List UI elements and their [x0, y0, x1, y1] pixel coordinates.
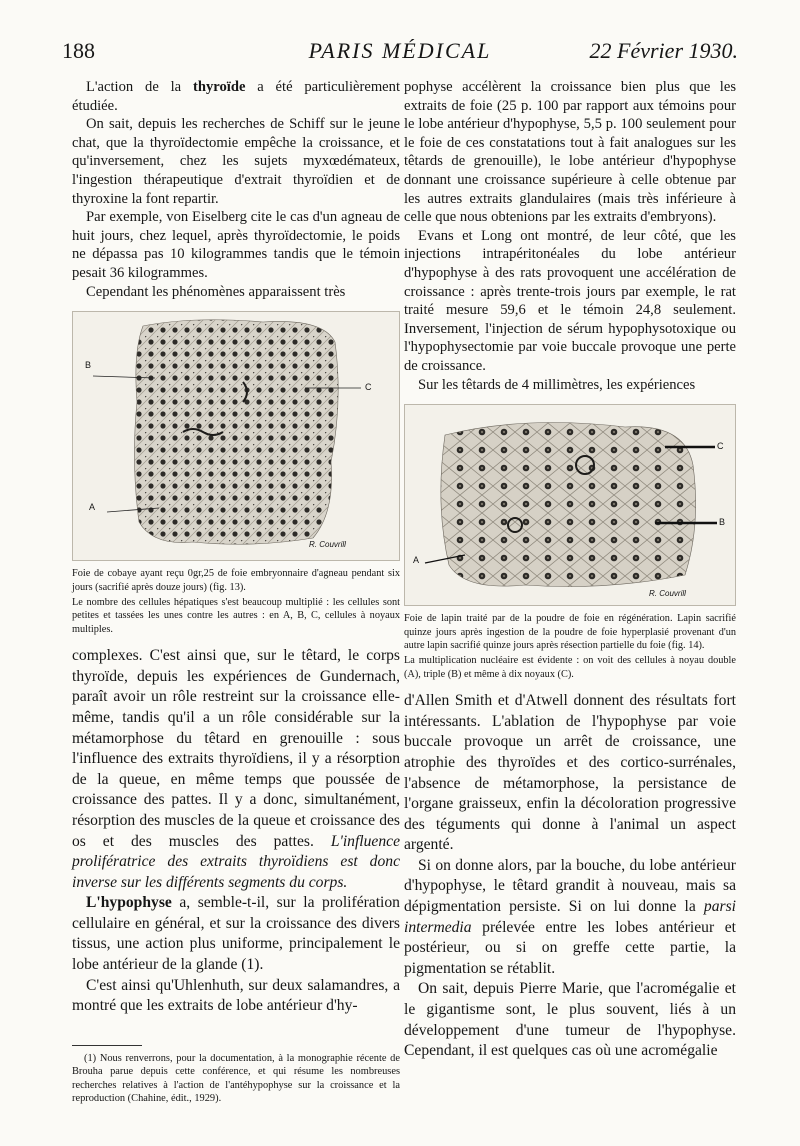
guinea-pig-liver-micrograph: [73, 312, 399, 560]
left-paragraph-2: On sait, depuis les recherches de Schiff sur le jeune chat, que la thyroïdectomie empêche la croissance, et qu'inversement, chez les sujets myxœdémateux, l'ingestion thérapeutique d'extrait thyroïdien et de thyroxine la font repartir.: [72, 116, 400, 207]
figure-13-label-a: A: [89, 502, 96, 513]
figure-14-label-a: A: [413, 555, 420, 566]
page-number: 188: [62, 38, 95, 63]
right-paragraph-4: d'Allen Smith et d'Atwell donnent des résultats fort intéressants. L'ablation de l'hypophyse par voie buccale provoque un arrêt de croissance, une atrophie des thyroïdes et des cortico-surrénales, l'absence de métamorphose, la persistance de l'organe graisseux, enfin la décoloration progressive des téguments qui donne à l'animal un aspect argenté.: [404, 692, 736, 854]
right-paragraph-5: Si on donne alors, par la bouche, du lobe antérieur d'hypophyse, le têtard grandit à nouveau, mais sa dépigmentation persiste. Si on lui donne la parsi intermedia prélevée entre les lobes antérieur et postérieur, ou si on greffe cette partie, la pigmentation se rétablit.: [404, 856, 736, 977]
figure-14-image: [404, 404, 736, 606]
left-paragraph-1: L'action de la thyroïde a été particulièrement étudiée.: [72, 79, 400, 114]
left-paragraph-6: L'hypophyse a, semble-t-il, sur la prolifération cellulaire en général, et sur la croissance des divers tissus, une action plus uniforme, principalement le lobe antérieur de la glande (1).: [72, 894, 400, 974]
figure-14-signature: R. Couvrill: [649, 589, 686, 599]
left-paragraph-3: Par exemple, von Eiselberg cite le cas d'un agneau de huit jours, chez lequel, après thyroïdectomie, le poids ne dépassa pas 10 kilogrammes tandis que le témoin pesait 36 kilogrammes.: [72, 209, 400, 281]
figure-13-label-b: B: [85, 360, 92, 371]
left-paragraph-5: complexes. C'est ainsi que, sur le têtard, le corps thyroïde, depuis les expériences de Gundernach, paraît avoir un rôle restreint sur la croissance elle-même, tandis qu'il a un rôle considérable sur la métamorphose du têtard en grenouille : sous l'influence des extraits thyroïdiens, il y a résorption de la queue, en même temps que poussée de croissance des pattes. Il y a donc, simultanément, résorption des muscles de la queue et croissance des os et des muscles des pattes. L'influence prolifératrice des extraits thyroïdiens est donc inverse sur les différents segments du corps.: [72, 647, 400, 891]
figure-14-caption: Foie de lapin traité par de la poudre de foie en régénération. Lapin sacrifié quinze jours après ingestion de la poudre de foie hyperplasié provenant d'un autre lapin sacrifié quinze jours après résection partielle du foie (fig. 14).: [404, 613, 736, 651]
figure-13-signature: R. Couvrill: [309, 540, 346, 550]
issue-date: 22 Février 1930.: [589, 38, 738, 63]
left-paragraph-4: Cependant les phénomènes apparaissent très: [86, 283, 346, 300]
figure-14-label-b: B: [719, 517, 726, 528]
figure-13-image: [72, 311, 400, 561]
right-paragraph-1: pophyse accélèrent la croissance bien plus que les extraits de foie (25 p. 100 par rapport aux témoins pour le lobe antérieur d'hypophyse, 5,5 p. 100 seulement pour le foie de ces constatations tout à fait analogues sur les têtards de grenouille), le lobe antérieur d'hypophyse donnant une croissance supérieure à celle obtenue par les autres extraits glandulaires (mais très inférieure à celle que nous obtenions par les extraits d'embryons).: [404, 79, 736, 226]
figure-13-caption-detail: Le nombre des cellules hépatiques s'est beaucoup multiplié : les cellules sont petites et tassées les unes contre les autres : en A, B, C, cellules à noyaux multiples.: [72, 596, 400, 635]
page-header: [62, 38, 738, 70]
right-paragraph-6: On sait, depuis Pierre Marie, que l'acromégalie et le gigantisme sont, le plus souvent, liés à un développement d'une tumeur de l'hypophyse. Cependant, il est quelques cas où une acromégalie: [404, 980, 736, 1060]
left-column: [72, 78, 400, 1105]
journal-title: PARIS MÉDICAL: [308, 38, 492, 63]
figure-14-caption-detail: La multiplication nucléaire est évidente : on voit des cellules à noyau double (A), triple (B) et même à dix noyaux (C).: [404, 655, 736, 680]
left-paragraph-7: C'est ainsi qu'Uhlenhuth, sur deux salamandres, a montré que les extraits de lobe antérieur d'hy-: [72, 976, 400, 1015]
figure-13-label-c: C: [365, 382, 372, 393]
footnote: (1) Nous renverrons, pour la documentation, à la monographie récente de Brouha parue depuis cette conférence, et qui résume les nombreuses recherches relatives à l'action de l'antéhypophyse sur la croissance et la reproduction (Chahine, édit., 1929).: [72, 1052, 400, 1105]
figure-14-label-c: C: [717, 441, 724, 452]
rabbit-liver-micrograph: [405, 405, 735, 605]
right-paragraph-2: Evans et Long ont montré, de leur côté, que les injections intrapéritonéales du lobe antérieur d'hypophyse à des rats provoquent une accélération de croissance : après trente-trois jours par exemple, le rat traité mesure 59,6 et le témoin 24,8 seulement. Inversement, l'injection de sérum hypophysotoxique ou l'hypophysectomie par voie buccale provoque une perte de croissance.: [404, 227, 736, 374]
figure-13-caption: Foie de cobaye ayant reçu 0gr,25 de foie embryonnaire d'agneau pendant six jours (sacrifié après douze jours) (fig. 13).: [72, 568, 400, 593]
right-column: [404, 78, 736, 1062]
footnote-rule: [72, 1045, 142, 1046]
right-paragraph-3: Sur les têtards de 4 millimètres, les expériences: [418, 376, 696, 393]
